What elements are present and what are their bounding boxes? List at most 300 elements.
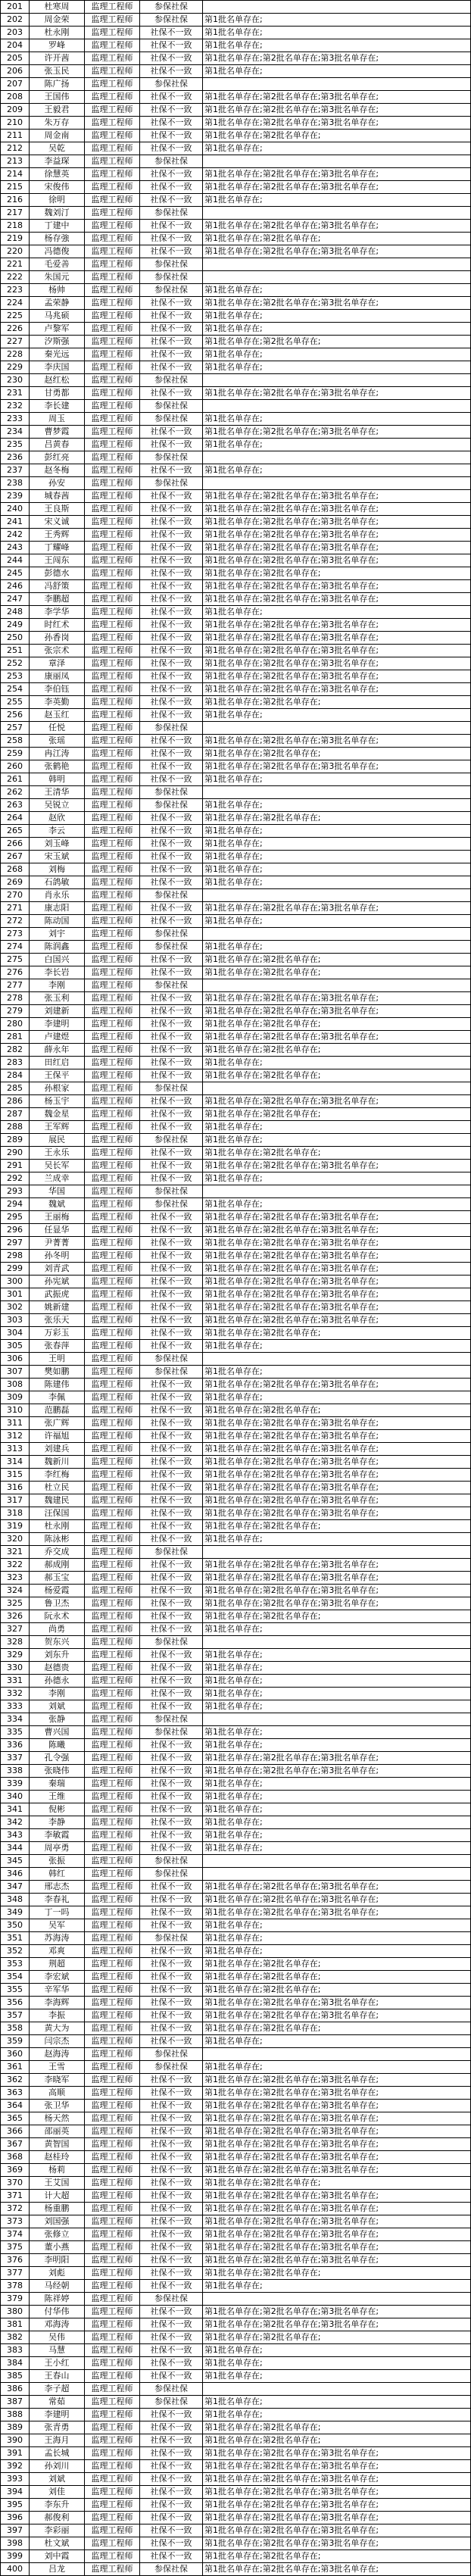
batch-note: 第1批名单存在; <box>203 348 471 361</box>
batch-note: 第1批名单存在;第2批名单存在;第3批名单存在; <box>203 1031 471 1044</box>
table-row <box>1 142 471 155</box>
batch-note: 第1批名单存在;第2批名单存在;第3批名单存在; <box>203 2254 471 2267</box>
table-row <box>1 271 471 284</box>
person-name: 李宏斌 <box>30 1971 85 1984</box>
insurance-status: 社保不一致 <box>140 27 203 39</box>
job-title: 监理工程师 <box>85 91 140 104</box>
insurance-status: 社保不一致 <box>140 2203 203 2215</box>
batch-note: 第1批名单存在;第2批名单存在;第3批名单存在; <box>203 516 471 529</box>
table-row <box>1 580 471 593</box>
job-title: 监理工程师 <box>85 2563 140 2576</box>
table-row <box>1 748 471 760</box>
row-number: 362 <box>1 2074 30 2087</box>
person-name: 张鹤艳 <box>30 760 85 773</box>
row-number: 223 <box>1 284 30 297</box>
table-row <box>1 812 471 825</box>
batch-note: 第1批名单存在;第2批名单存在;第3批名单存在; <box>203 2486 471 2499</box>
batch-note: 第1批名单存在; <box>203 464 471 477</box>
person-name: 郝玉宝 <box>30 1572 85 1585</box>
person-name: 马经朝 <box>30 2280 85 2293</box>
person-name: 张晓伟 <box>30 1765 85 1778</box>
batch-note: 第1批名单存在;第2批名单存在;第3批名单存在; <box>203 1997 471 2009</box>
row-number: 224 <box>1 297 30 310</box>
table-row <box>1 2357 471 2370</box>
table-row <box>1 683 471 696</box>
job-title: 监理工程师 <box>85 1636 140 1649</box>
row-number: 204 <box>1 39 30 52</box>
person-name: 徐明 <box>30 194 85 207</box>
person-name: 周亭勇 <box>30 1842 85 1855</box>
row-number: 244 <box>1 554 30 567</box>
insurance-status: 社保不一致 <box>140 1340 203 1353</box>
person-name: 赵桂玲 <box>30 2151 85 2164</box>
batch-note: 第1批名单存在;第2批名单存在;第3批名单存在; <box>203 168 471 181</box>
row-number: 248 <box>1 606 30 619</box>
batch-note: 第1批名单存在;第2批名单存在;第3批名单存在; <box>203 1276 471 1288</box>
row-number: 301 <box>1 1288 30 1301</box>
row-number: 379 <box>1 2293 30 2306</box>
batch-note: 第1批名单存在;第2批名单存在;第3批名单存在; <box>203 1894 471 1906</box>
job-title: 监理工程师 <box>85 1263 140 1276</box>
batch-note: 第1批名单存在;第2批名单存在; <box>203 2550 471 2563</box>
job-title: 监理工程师 <box>85 245 140 258</box>
row-number: 360 <box>1 2048 30 2061</box>
job-title: 监理工程师 <box>85 2331 140 2344</box>
batch-note: 第1批名单存在; <box>203 413 471 426</box>
person-name: 杨玉宇 <box>30 1095 85 1108</box>
insurance-status: 社保不一致 <box>140 2318 203 2331</box>
job-title: 监理工程师 <box>85 1572 140 1585</box>
batch-note: 第1批名单存在;第2批名单存在;第3批名单存在; <box>203 91 471 104</box>
insurance-status: 参保社保 <box>140 2563 203 2576</box>
job-title: 监理工程师 <box>85 593 140 606</box>
job-title: 监理工程师 <box>85 1919 140 1932</box>
row-number: 390 <box>1 2434 30 2447</box>
table-row <box>1 1 471 14</box>
insurance-status: 社保不一致 <box>140 1031 203 1044</box>
table-row <box>1 542 471 554</box>
person-name: 甘勇都 <box>30 387 85 400</box>
person-name: 石鸽敏 <box>30 876 85 889</box>
person-name: 王雪 <box>30 2061 85 2074</box>
row-number: 318 <box>1 1507 30 1520</box>
table-row <box>1 2447 471 2460</box>
table-row <box>1 1069 471 1082</box>
row-number: 266 <box>1 838 30 851</box>
insurance-status: 社保不一致 <box>140 1160 203 1172</box>
person-name: 姚新建 <box>30 1301 85 1314</box>
batch-note: 第1批名单存在; <box>203 2035 471 2048</box>
person-name: 韩红 <box>30 1868 85 1881</box>
table-row <box>1 554 471 567</box>
table-row <box>1 1791 471 1803</box>
table-row <box>1 2177 471 2190</box>
insurance-status: 社保不一致 <box>140 2486 203 2499</box>
insurance-status: 社保不一致 <box>140 1958 203 1971</box>
job-title: 监理工程师 <box>85 2254 140 2267</box>
batch-note: 第1批名单存在;第2批名单存在;第3批名单存在; <box>203 1494 471 1507</box>
person-name: 任悦 <box>30 722 85 735</box>
job-title: 监理工程师 <box>85 1713 140 1726</box>
insurance-status: 社保不一致 <box>140 580 203 593</box>
insurance-status: 参保社保 <box>140 258 203 271</box>
insurance-status: 社保不一致 <box>140 220 203 233</box>
insurance-status: 社保不一致 <box>140 2009 203 2022</box>
job-title: 监理工程师 <box>85 2473 140 2486</box>
table-row <box>1 567 471 580</box>
batch-note <box>203 271 471 284</box>
row-number: 214 <box>1 168 30 181</box>
row-number: 206 <box>1 65 30 78</box>
job-title: 监理工程师 <box>85 748 140 760</box>
insurance-status: 参保社保 <box>140 1868 203 1881</box>
job-title: 监理工程师 <box>85 992 140 1005</box>
row-number: 349 <box>1 1906 30 1919</box>
insurance-status: 社保不一致 <box>140 554 203 567</box>
person-name: 李晓军 <box>30 2074 85 2087</box>
person-name: 丁建中 <box>30 220 85 233</box>
table-row <box>1 2537 471 2550</box>
table-row <box>1 657 471 670</box>
job-title: 监理工程师 <box>85 1829 140 1842</box>
job-title: 监理工程师 <box>85 2396 140 2409</box>
job-title: 监理工程师 <box>85 400 140 413</box>
job-title: 监理工程师 <box>85 632 140 645</box>
job-title: 监理工程师 <box>85 1327 140 1340</box>
batch-note: 第1批名单存在;第2批名单存在;第3批名单存在; <box>203 2318 471 2331</box>
person-name: 刘建兵 <box>30 1443 85 1456</box>
insurance-status: 社保不一致 <box>140 1121 203 1134</box>
row-number: 385 <box>1 2370 30 2383</box>
job-title: 监理工程师 <box>85 1932 140 1945</box>
table-row <box>1 361 471 374</box>
table-row <box>1 1765 471 1778</box>
insurance-status: 社保不一致 <box>140 2499 203 2512</box>
batch-note <box>203 1855 471 1868</box>
table-row <box>1 2293 471 2306</box>
person-name: 李敏霞 <box>30 1829 85 1842</box>
table-row <box>1 966 471 979</box>
insurance-status: 社保不一致 <box>140 966 203 979</box>
insurance-status: 社保不一致 <box>140 1108 203 1121</box>
table-row <box>1 1919 471 1932</box>
insurance-status: 社保不一致 <box>140 1494 203 1507</box>
row-number: 203 <box>1 27 30 39</box>
person-name: 倪彬 <box>30 1803 85 1816</box>
table-row <box>1 1353 471 1366</box>
insurance-status: 社保不一致 <box>140 709 203 722</box>
table-row <box>1 632 471 645</box>
table-row <box>1 645 471 657</box>
row-number: 357 <box>1 2009 30 2022</box>
person-name: 魏建民 <box>30 1494 85 1507</box>
table-row <box>1 696 471 709</box>
insurance-status: 社保不一致 <box>140 683 203 696</box>
insurance-status: 社保不一致 <box>140 1172 203 1185</box>
table-row <box>1 1443 471 1456</box>
registry-table-body <box>1 1 471 2576</box>
row-number: 210 <box>1 117 30 130</box>
table-row <box>1 1288 471 1301</box>
row-number: 374 <box>1 2228 30 2241</box>
batch-note: 第1批名单存在;第2批名单存在;第3批名单存在; <box>203 2138 471 2151</box>
row-number: 330 <box>1 1662 30 1675</box>
insurance-status: 社保不一致 <box>140 812 203 825</box>
table-row <box>1 2563 471 2576</box>
person-name: 黄大为 <box>30 2022 85 2035</box>
table-row <box>1 2125 471 2138</box>
person-name: 周金南 <box>30 130 85 142</box>
insurance-status: 社保不一致 <box>140 696 203 709</box>
row-number: 252 <box>1 657 30 670</box>
batch-note: 第1批名单存在;第2批名单存在;第3批名单存在; <box>203 645 471 657</box>
person-name: 陈广扬 <box>30 78 85 91</box>
table-row <box>1 1507 471 1520</box>
table-row <box>1 1958 471 1971</box>
insurance-status: 社保不一致 <box>140 1610 203 1623</box>
job-title: 监理工程师 <box>85 220 140 233</box>
row-number: 375 <box>1 2241 30 2254</box>
batch-note: 第1批名单存在; <box>203 194 471 207</box>
batch-note <box>203 928 471 941</box>
insurance-status: 社保不一致 <box>140 1057 203 1069</box>
batch-note: 第1批名单存在;第2批名单存在;第3批名单存在; <box>203 1559 471 1572</box>
insurance-status: 社保不一致 <box>140 657 203 670</box>
insurance-status: 社保不一致 <box>140 503 203 516</box>
row-number: 353 <box>1 1958 30 1971</box>
batch-note: 第1批名单存在;第2批名单存在; <box>203 812 471 825</box>
person-name: 黄智国 <box>30 2138 85 2151</box>
person-name: 王良斯 <box>30 503 85 516</box>
person-name: 宋玉斌 <box>30 851 85 863</box>
person-name: 孙香岗 <box>30 632 85 645</box>
person-name: 万彩玉 <box>30 1327 85 1340</box>
table-row <box>1 1778 471 1791</box>
job-title: 监理工程师 <box>85 915 140 928</box>
job-title: 监理工程师 <box>85 2112 140 2125</box>
job-title: 监理工程师 <box>85 1430 140 1443</box>
batch-note: 第1批名单存在; <box>203 1739 471 1752</box>
job-title: 监理工程师 <box>85 1276 140 1288</box>
job-title: 监理工程师 <box>85 1675 140 1688</box>
batch-note: 第1批名单存在;第2批名单存在; <box>203 1520 471 1533</box>
table-row <box>1 1572 471 1585</box>
insurance-status: 社保不一致 <box>140 130 203 142</box>
person-name: 刘玉峰 <box>30 838 85 851</box>
person-name: 杜文斌 <box>30 2537 85 2550</box>
job-title: 监理工程师 <box>85 181 140 194</box>
insurance-status: 社保不一致 <box>140 1765 203 1778</box>
job-title: 监理工程师 <box>85 2203 140 2215</box>
batch-note: 第1批名单存在;第2批名单存在;第3批名单存在; <box>203 2151 471 2164</box>
person-name: 李刚 <box>30 1688 85 1700</box>
person-name: 张玉民 <box>30 65 85 78</box>
row-number: 299 <box>1 1263 30 1276</box>
insurance-status: 社保不一致 <box>140 1005 203 1018</box>
batch-note: 第1批名单存在;第2批名单存在;第3批名单存在; <box>203 2460 471 2473</box>
job-title: 监理工程师 <box>85 1610 140 1623</box>
person-name: 兰成幸 <box>30 1172 85 1185</box>
batch-note: 第1批名单存在; <box>203 2357 471 2370</box>
row-number: 272 <box>1 915 30 928</box>
row-number: 238 <box>1 477 30 490</box>
insurance-status: 社保不一致 <box>140 2370 203 2383</box>
job-title: 监理工程师 <box>85 2267 140 2280</box>
row-number: 305 <box>1 1340 30 1353</box>
insurance-status: 社保不一致 <box>140 168 203 181</box>
person-name: 张广辉 <box>30 1417 85 1430</box>
insurance-status: 社保不一致 <box>140 2524 203 2537</box>
insurance-status: 社保不一致 <box>140 1095 203 1108</box>
batch-note: 第1批名单存在;第2批名单存在;第3批名单存在; <box>203 2306 471 2318</box>
batch-note: 第1批名单存在;第2批名单存在;第3批名单存在; <box>203 1469 471 1482</box>
batch-note: 第1批名单存在;第2批名单存在; <box>203 1404 471 1417</box>
row-number: 381 <box>1 2318 30 2331</box>
job-title: 监理工程师 <box>85 464 140 477</box>
person-name: 吴军 <box>30 1919 85 1932</box>
row-number: 369 <box>1 2164 30 2177</box>
job-title: 监理工程师 <box>85 503 140 516</box>
row-number: 249 <box>1 619 30 632</box>
job-title: 监理工程师 <box>85 361 140 374</box>
insurance-status: 社保不一致 <box>140 65 203 78</box>
person-name: 杨存強 <box>30 233 85 245</box>
table-row <box>1 2022 471 2035</box>
batch-note: 第1批名单存在;第2批名单存在;第3批名单存在; <box>203 2087 471 2100</box>
insurance-status: 社保不一致 <box>140 426 203 439</box>
table-row <box>1 1263 471 1276</box>
batch-note: 第1批名单存在;第2批名单存在;第3批名单存在; <box>203 503 471 516</box>
table-row <box>1 516 471 529</box>
insurance-status: 社保不一致 <box>140 1984 203 1997</box>
insurance-status: 参保社保 <box>140 413 203 426</box>
job-title: 监理工程师 <box>85 490 140 503</box>
person-name: 范鹏磊 <box>30 1404 85 1417</box>
table-row <box>1 889 471 902</box>
table-row <box>1 1482 471 1494</box>
batch-note: 第1批名单存在;第2批名单存在; <box>203 233 471 245</box>
table-row <box>1 2035 471 2048</box>
row-number: 229 <box>1 361 30 374</box>
row-number: 314 <box>1 1456 30 1469</box>
row-number: 222 <box>1 271 30 284</box>
job-title: 监理工程师 <box>85 451 140 464</box>
row-number: 323 <box>1 1572 30 1585</box>
row-number: 213 <box>1 155 30 168</box>
row-number: 345 <box>1 1855 30 1868</box>
job-title: 监理工程师 <box>85 966 140 979</box>
job-title: 监理工程师 <box>85 284 140 297</box>
person-name: 杜立民 <box>30 1482 85 1494</box>
row-number: 316 <box>1 1482 30 1494</box>
batch-note: 第1批名单存在; <box>203 1932 471 1945</box>
table-row <box>1 490 471 503</box>
person-name: 徐慧英 <box>30 168 85 181</box>
job-title: 监理工程师 <box>85 2537 140 2550</box>
insurance-status: 社保不一致 <box>140 2331 203 2344</box>
job-title: 监理工程师 <box>85 1816 140 1829</box>
table-row <box>1 1160 471 1172</box>
batch-note: 第1批名单存在;第2批名单存在; <box>203 1958 471 1971</box>
table-row <box>1 2550 471 2563</box>
job-title: 监理工程师 <box>85 812 140 825</box>
person-name: 李刚 <box>30 979 85 992</box>
row-number: 251 <box>1 645 30 657</box>
person-name: 陈建伟 <box>30 1379 85 1391</box>
batch-note: 第1批名单存在; <box>203 1816 471 1829</box>
batch-note: 第1批名单存在; <box>203 1134 471 1147</box>
table-row <box>1 2434 471 2447</box>
insurance-status: 社保不一致 <box>140 1919 203 1932</box>
row-number: 217 <box>1 207 30 220</box>
job-title: 监理工程师 <box>85 1469 140 1482</box>
insurance-status: 参保社保 <box>140 374 203 387</box>
insurance-status: 社保不一致 <box>140 1250 203 1263</box>
person-name: 王春山 <box>30 2370 85 2383</box>
row-number: 306 <box>1 1353 30 1366</box>
row-number: 315 <box>1 1469 30 1482</box>
batch-note: 第1批名单存在;第2批名单存在;第3批名单存在; <box>203 2447 471 2460</box>
insurance-status: 社保不一致 <box>140 735 203 748</box>
row-number: 389 <box>1 2421 30 2434</box>
row-number: 335 <box>1 1726 30 1739</box>
row-number: 295 <box>1 1211 30 1224</box>
row-number: 398 <box>1 2537 30 2550</box>
job-title: 监理工程师 <box>85 554 140 567</box>
batch-note: 第1批名单存在;第2批名单存在;第3批名单存在; <box>203 735 471 748</box>
table-row <box>1 863 471 876</box>
batch-note: 第1批名单存在; <box>203 876 471 889</box>
table-row <box>1 1623 471 1636</box>
table-row <box>1 2254 471 2267</box>
person-name: 许福旭 <box>30 1430 85 1443</box>
row-number: 376 <box>1 2254 30 2267</box>
job-title: 监理工程师 <box>85 606 140 619</box>
job-title: 监理工程师 <box>85 1005 140 1018</box>
table-row <box>1 1417 471 1430</box>
row-number: 313 <box>1 1443 30 1456</box>
insurance-status: 参保社保 <box>140 1855 203 1868</box>
person-name: 展民 <box>30 1134 85 1147</box>
batch-note: 第1批名单存在; <box>203 1623 471 1636</box>
row-number: 232 <box>1 400 30 413</box>
batch-note: 第1批名单存在;第2批名单存在;第3批名单存在; <box>203 2537 471 2550</box>
person-name: 刘佳 <box>30 2486 85 2499</box>
insurance-status: 社保不一致 <box>140 91 203 104</box>
table-row <box>1 593 471 606</box>
batch-note: 第1批名单存在;第2批名单存在;第3批名单存在; <box>203 1417 471 1430</box>
row-number: 310 <box>1 1404 30 1417</box>
job-title: 监理工程师 <box>85 426 140 439</box>
table-row <box>1 2499 471 2512</box>
job-title: 监理工程师 <box>85 1443 140 1456</box>
person-name: 刘国强 <box>30 2215 85 2228</box>
batch-note <box>203 155 471 168</box>
person-name: 辛军华 <box>30 1984 85 1997</box>
person-name: 赵欣 <box>30 812 85 825</box>
table-row <box>1 1984 471 1997</box>
person-name: 杨爱霞 <box>30 1585 85 1597</box>
batch-note: 第1批名单存在;第2批名单存在;第3批名单存在; <box>203 1597 471 1610</box>
batch-note: 第1批名单存在;第2批名单存在;第3批名单存在; <box>203 245 471 258</box>
job-title: 监理工程师 <box>85 1456 140 1469</box>
table-row <box>1 2409 471 2421</box>
batch-note: 第1批名单存在;第2批名单存在;第3批名单存在; <box>203 2524 471 2537</box>
insurance-status: 社保不一致 <box>140 194 203 207</box>
person-name: 王丽梅 <box>30 1211 85 1224</box>
batch-note: 第1批名单存在; <box>203 1057 471 1069</box>
insurance-status: 社保不一致 <box>140 2112 203 2125</box>
